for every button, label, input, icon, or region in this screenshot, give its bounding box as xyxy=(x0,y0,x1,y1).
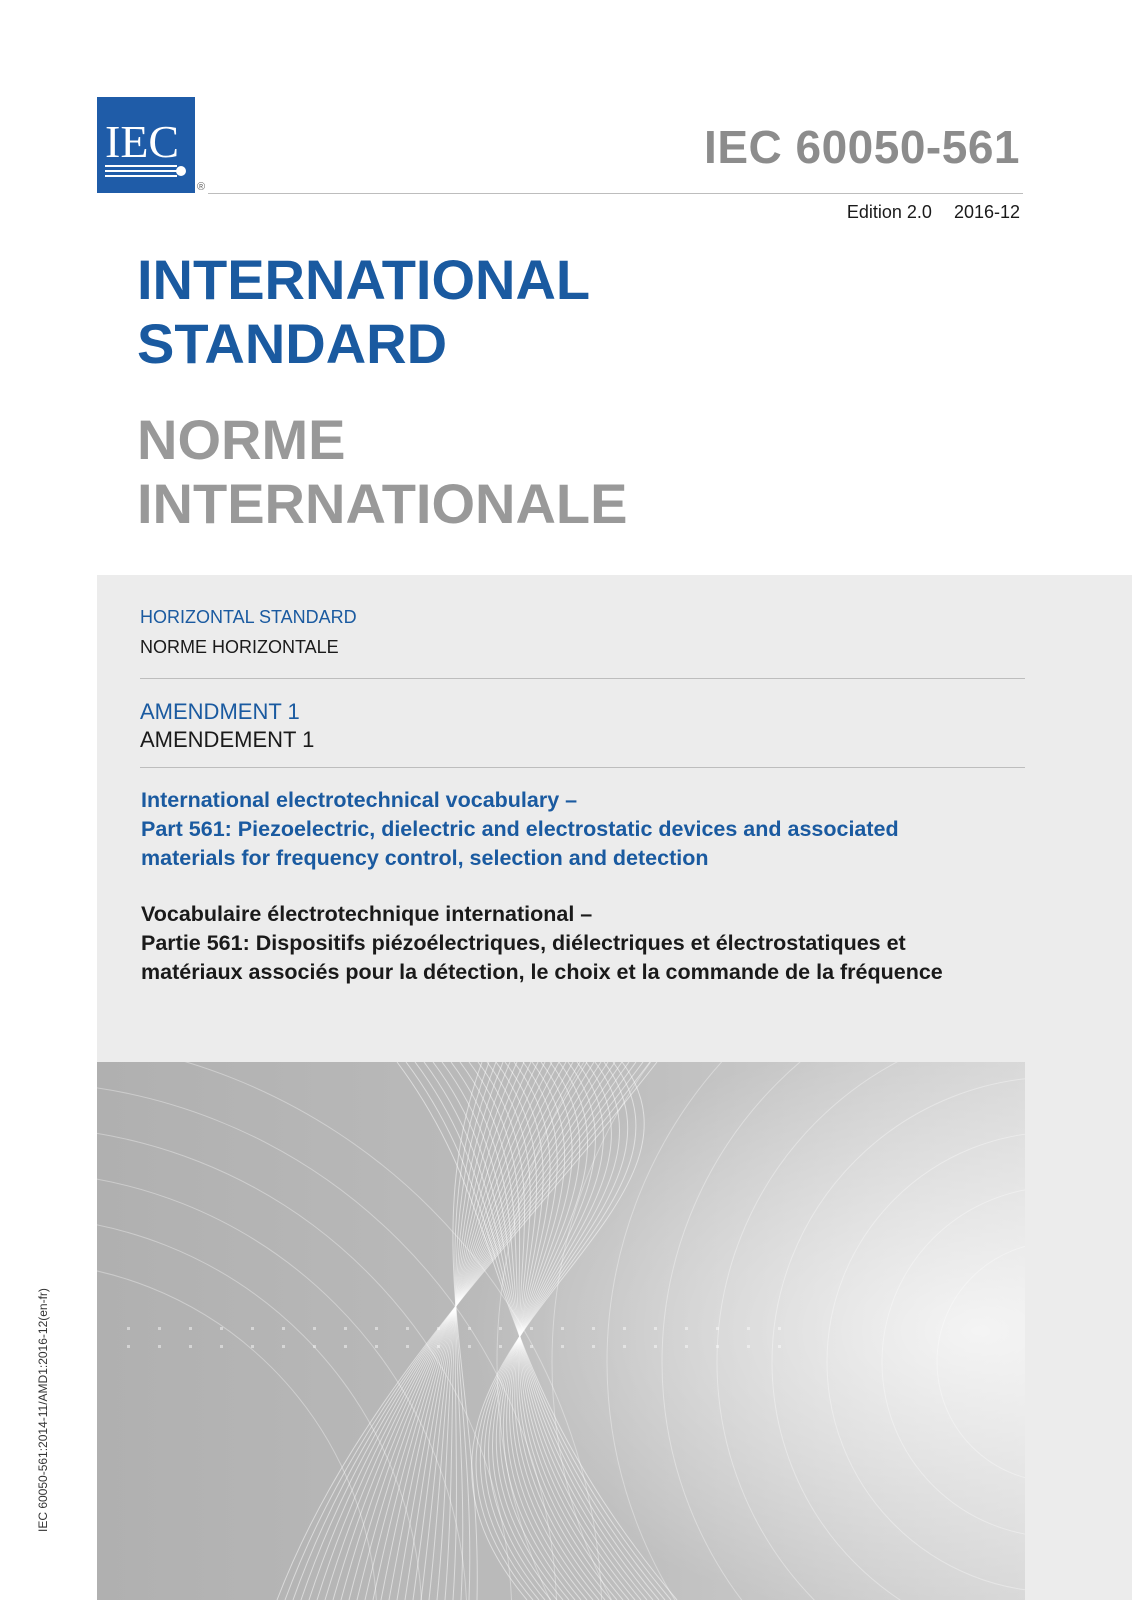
subtitle-en-line: Part 561: Piezoelectric, dielectric and electrostatic devices and associated xyxy=(141,817,899,841)
spine-reference: IEC 60050-561:2014-11/AMD1:2016-12(en-fr) xyxy=(36,1288,50,1532)
subtitle-fr-line: matériaux associés pour la détection, le choix et la commande de la fréquence xyxy=(141,960,943,984)
iec-logo-text: IEC xyxy=(105,116,180,167)
title-english xyxy=(137,248,590,376)
title-en-line-2: STANDARD xyxy=(137,312,448,375)
horizontal-standard-fr: NORME HORIZONTALE xyxy=(140,637,339,657)
horizontal-standard-en: HORIZONTAL STANDARD xyxy=(140,607,357,627)
title-en-line-1: INTERNATIONAL xyxy=(137,248,591,311)
subtitle-fr-line: Vocabulaire électrotechnique international – xyxy=(141,902,593,926)
registered-mark: ® xyxy=(197,181,206,193)
iec-logo xyxy=(97,97,195,193)
edition-label: Edition 2.0 xyxy=(846,202,932,222)
header-divider xyxy=(208,193,1023,194)
amendment-fr: AMENDEMENT 1 xyxy=(140,727,315,752)
subtitle-fr-line: Partie 561: Dispositifs piézoélectriques, diélectriques et électrostatiques et xyxy=(141,931,906,955)
subtitle-en-line: materials for frequency control, selection and detection xyxy=(141,846,709,870)
subtitle-english xyxy=(141,786,1021,873)
cover-illustration xyxy=(97,1062,1025,1600)
subtitle-en-line: International electrotechnical vocabulary – xyxy=(141,788,578,812)
edition-date: 2016-12 xyxy=(953,202,1020,222)
title-french xyxy=(137,408,628,536)
edition-info xyxy=(847,202,1020,223)
title-fr-line-2: INTERNATIONALE xyxy=(137,472,628,535)
panel-divider xyxy=(140,767,1025,768)
subtitle-french xyxy=(141,900,1021,987)
title-fr-line-1: NORME xyxy=(137,408,346,471)
panel-divider xyxy=(140,678,1025,679)
standard-number: IEC 60050-561 xyxy=(704,121,1020,173)
amendment-en: AMENDMENT 1 xyxy=(140,699,300,724)
